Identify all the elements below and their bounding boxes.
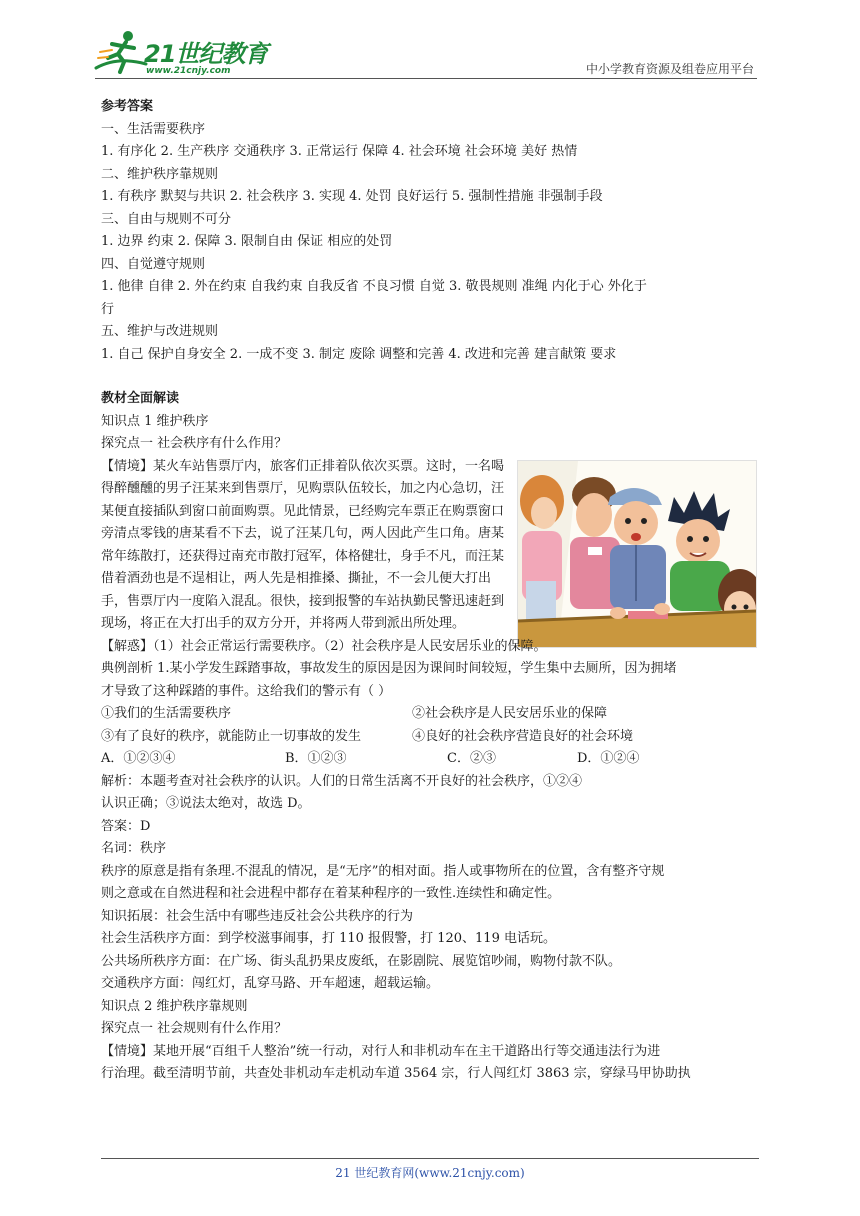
situation-text: 【情境】某火车站售票厅内，旅客们正排着队依次买票。这时，一名喝得醉醺醺的男子汪某来到售票厅，见购票队伍较长，加之内心急切，汪某便直接插队到窗口前面购票。见此情景，已经购完车票正在购票窗口旁清点零钱的唐某看不下去，说了汪某几句，两人因此产生口角。唐某常年练散打，还获得过南充市散打冠军，体格健壮，身手不凡，而汪某借着酒劲也是不逞相让，两人先是相推搡、撕扯，不一会儿便大打出手，售票厅内一度陷入混乱。很快，接到报警的车站执勤民警迅速赶到现场，将正在大打出手的双方分开，并将两人带到派出所处理。	[101, 458, 505, 631]
site-logo[interactable]	[92, 26, 268, 82]
answer-line: 一、生活需要秩序	[101, 121, 206, 137]
extension-title: 知识拓展：社会生活中有哪些违反社会公共秩序的行为	[101, 908, 414, 924]
term-title: 名词：秩序	[101, 841, 167, 856]
textbook-title: 教材全面解读	[101, 391, 180, 406]
knowledge-point-1: 知识点 1 维护秩序	[101, 413, 209, 429]
option-b: B．①②③	[285, 751, 347, 766]
platform-name: 中小学教育资源及组卷应用平台	[585, 62, 754, 76]
extension-item: 交通秩序方面：闯红灯，乱穿马路、开车超速，超载运输。	[101, 976, 440, 991]
analysis-line: 解析：本题考查对社会秩序的认识。人们的日常生活离不开良好的社会秩序，①②④	[101, 773, 583, 789]
option-c: C．②③	[447, 751, 496, 766]
statement-row	[101, 726, 761, 749]
analysis-line: 认识正确；③说法太绝对，故选 D。	[101, 796, 311, 811]
situation-block	[101, 456, 761, 636]
section-gap	[101, 366, 761, 388]
logo-url: www.21cnjy.com	[146, 66, 231, 76]
term-definition: 则之意或在自然进程和社会进程中都存在着某种程序的一致性.连续性和确定性。	[101, 886, 561, 901]
runner-logo-icon	[92, 26, 148, 80]
option-d: D．①②④	[577, 751, 640, 766]
document-body	[101, 96, 761, 1086]
jiehuo-line: 【解惑】（1）社会正常运行需要秩序。（2）社会秩序是人民安居乐业的保障。	[101, 638, 547, 654]
answer-line: 答案：D	[101, 818, 151, 834]
example-line: 才导致了这种踩踏的事件。这给我们的警示有（ ）	[101, 683, 392, 699]
page-header	[0, 0, 860, 90]
answer-line: 1. 有秩序 默契与共识 2. 社会秩序 3. 实现 4. 处罚 良好运行 5. 强制性措施 非强制手段	[101, 189, 603, 204]
term-definition: 秩序的原意是指有条理.不混乱的情况，是“无序”的相对面。指人或事物所在的位置，含有整齐守规	[101, 863, 665, 879]
answer-line: 1. 边界 约束 2. 保障 3. 限制自由 保证 相应的处罚	[101, 234, 393, 249]
statement-4: ④良好的社会秩序营造良好的社会环境	[412, 728, 634, 744]
explore-point-1: 探究点一 社会秩序有什么作用？	[101, 436, 288, 451]
statement-3: ③有了良好的秩序，就能防止一切事故的发生	[101, 728, 362, 744]
options-row	[101, 748, 761, 771]
answer-line: 四、自觉遵守规则	[101, 256, 206, 272]
situation2-line: 【情境】某地开展“百组千人整治”统一行动，对行人和非机动车在主干道路出行等交通违法行为进	[101, 1043, 661, 1059]
answer-line: 1. 他律 自律 2. 外在约束 自我约束 自我反省 不良习惯 自觉 3. 敬畏规则 准绳 内化于心 外化于	[101, 279, 647, 294]
illustration-queue-fight	[517, 460, 757, 648]
answers-title: 参考答案	[101, 99, 154, 114]
footer-link[interactable]: 21 世纪教育网(www.21cnjy.com)	[335, 1166, 525, 1180]
answer-line: 五、维护与改进规则	[101, 324, 219, 339]
logo-text: 21世纪教育	[144, 40, 268, 68]
answer-line: 1. 有序化 2. 生产秩序 交通秩序 3. 正常运行 保障 4. 社会环境 社会环境 美好 热情	[101, 144, 578, 159]
situation2-line: 行治理。截至清明节前，共查处非机动车走机动车道 3564 宗，行人闯红灯 3863 宗，穿绿马甲协助执	[101, 1066, 691, 1081]
knowledge-point-2: 知识点 2 维护秩序靠规则	[101, 998, 248, 1014]
answer-line: 1. 自己 保护自身安全 2. 一成不变 3. 制定 废除 调整和完善 4. 改进和完善 建言献策 要求	[101, 346, 617, 362]
answer-line: 三、自由与规则不可分	[101, 211, 232, 227]
extension-item: 社会生活秩序方面：到学校滋事闹事，打 110 报假警，打 120、119 电话玩。	[101, 931, 556, 946]
explore-point-2: 探究点一 社会规则有什么作用？	[101, 1021, 288, 1036]
example-line: 典例剖析 1.某小学发生踩踏事故，事故发生的原因是因为课间时间较短，学生集中去厕所，因为拥堵	[101, 661, 677, 676]
option-a: A．①②③④	[101, 751, 176, 766]
statement-row	[101, 703, 761, 726]
statement-2: ②社会秩序是人民安居乐业的保障	[412, 706, 608, 721]
answer-line: 行	[101, 301, 115, 317]
answer-line: 二、维护秩序靠规则	[101, 166, 219, 182]
footer-divider	[101, 1158, 759, 1159]
statement-1: ①我们的生活需要秩序	[101, 706, 232, 721]
header-divider	[95, 78, 757, 79]
extension-item: 公共场所秩序方面：在广场、街头乱扔果皮废纸，在影剧院、展览馆吵闹，购物付款不队。	[101, 953, 622, 969]
